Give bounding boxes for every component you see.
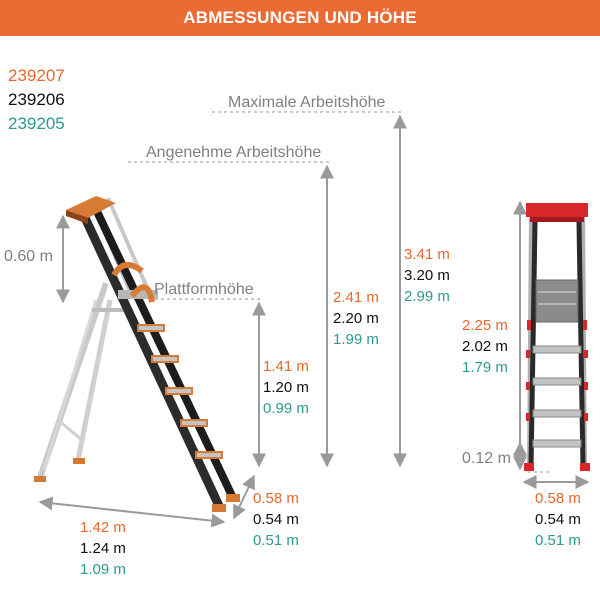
front-height-values [462, 315, 508, 378]
front-depth-orange: 0.58 m [253, 490, 299, 507]
max-working-height-orange: 3.41 m [404, 246, 450, 263]
front-depth-black: 0.54 m [253, 511, 299, 528]
base-length-black: 1.24 m [80, 540, 126, 557]
ladder-front-view-icon [524, 203, 590, 471]
platform-height-teal: 0.99 m [263, 400, 309, 417]
max-working-height-teal: 2.99 m [404, 288, 450, 305]
platform-height-black: 1.20 m [263, 379, 309, 396]
front-height-orange: 2.25 m [462, 317, 508, 334]
base-length-orange: 1.42 m [80, 519, 126, 536]
comfortable-working-height-label: Angenehme Arbeitshöhe [146, 144, 322, 161]
base-length-teal: 1.09 m [80, 561, 126, 578]
platform-height-label: Plattformhöhe [154, 281, 254, 298]
front-height-teal: 1.79 m [462, 359, 508, 376]
max-working-height-black: 3.20 m [404, 267, 450, 284]
front-depth-values [253, 488, 299, 551]
base-length-values [80, 517, 126, 580]
front-width-teal: 0.51 m [535, 532, 581, 549]
banner-title: ABMESSUNGEN UND HÖHE [183, 8, 417, 27]
max-working-height-values [404, 244, 450, 307]
model-code-teal: 239205 [8, 114, 65, 133]
max-working-height-label: Maximale Arbeitshöhe [228, 94, 386, 111]
front-width-values [535, 488, 581, 551]
model-code-orange: 239207 [8, 66, 65, 85]
front-width-black: 0.54 m [535, 511, 581, 528]
front-height-black: 2.02 m [462, 338, 508, 355]
foot-height-dimension: 0.12 m [462, 450, 511, 467]
front-width-orange: 0.58 m [535, 490, 581, 507]
model-code-black: 239206 [8, 90, 65, 109]
comfortable-working-height-black: 2.20 m [333, 310, 379, 327]
ladder-side-view-icon [34, 196, 240, 512]
platform-height-values [263, 356, 309, 419]
top-rail-dimension: 0.60 m [4, 248, 53, 265]
comfortable-working-height-orange: 2.41 m [333, 289, 379, 306]
comfortable-working-height-teal: 1.99 m [333, 331, 379, 348]
platform-height-orange: 1.41 m [263, 358, 309, 375]
front-depth-teal: 0.51 m [253, 532, 299, 549]
comfortable-working-height-values [333, 287, 379, 350]
